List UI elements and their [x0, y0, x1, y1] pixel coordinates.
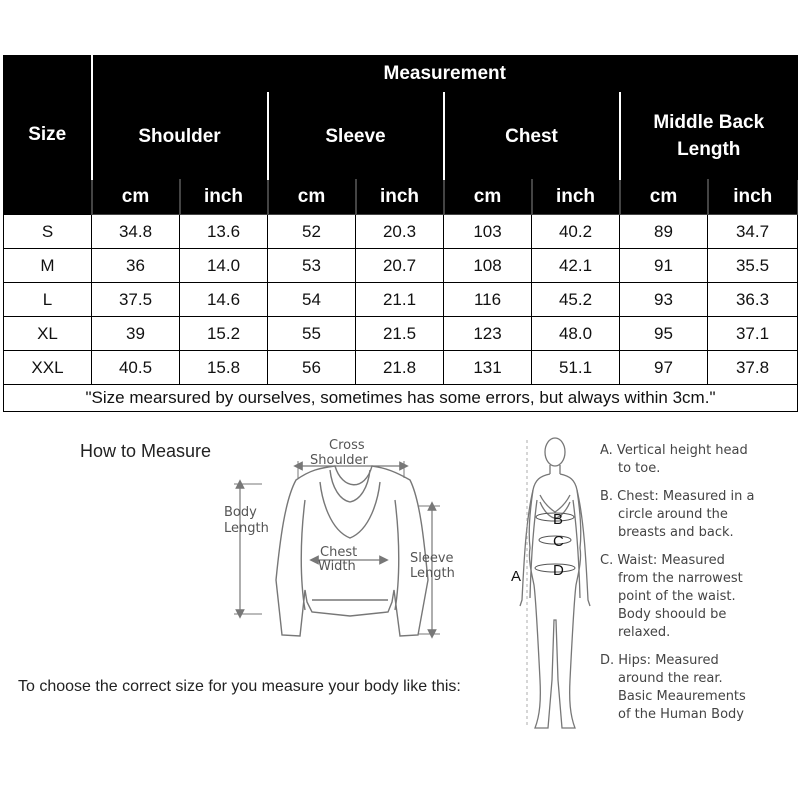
cross-shoulder-label-1: Cross: [329, 438, 365, 453]
value-cell: 35.5: [708, 249, 798, 283]
legend-line: A. Vertical height head: [600, 443, 748, 458]
value-cell: 13.6: [180, 215, 268, 249]
value-cell: 91: [620, 249, 708, 283]
value-cell: 20.3: [356, 215, 444, 249]
legend-line: around the rear.: [618, 671, 723, 686]
unit-header: inch: [708, 180, 798, 215]
legend-line: to toe.: [618, 461, 661, 476]
how-to-measure-title: How to Measure: [80, 441, 212, 461]
body-letter-b: B: [553, 511, 564, 528]
body-letter-c: C: [553, 533, 564, 550]
legend-line: B. Chest: Measured in a: [600, 489, 755, 504]
value-cell: 123: [444, 317, 532, 351]
group-header-sleeve: Sleeve: [268, 93, 444, 180]
value-cell: 108: [444, 249, 532, 283]
size-cell: XXL: [4, 351, 92, 385]
measurement-header: Measurement: [92, 56, 798, 93]
legend-line: of the Human Body: [618, 707, 744, 722]
body-letter-a: A: [511, 568, 522, 585]
legend-line: Basic Meaurements: [618, 689, 746, 704]
legend-line: C. Waist: Measured: [600, 553, 725, 568]
size-cell: XL: [4, 317, 92, 351]
value-cell: 52: [268, 215, 356, 249]
value-cell: 37.5: [92, 283, 180, 317]
value-cell: 54: [268, 283, 356, 317]
legend-entry-a: [600, 442, 795, 478]
unit-header: cm: [620, 180, 708, 215]
group-header-chest: Chest: [444, 93, 620, 180]
sleeve-length-label-1: Sleeve: [410, 551, 454, 566]
cross-shoulder-label-2: Shoulder: [310, 453, 368, 468]
value-cell: 131: [444, 351, 532, 385]
body-length-label-1: Body: [224, 505, 257, 520]
value-cell: 51.1: [532, 351, 620, 385]
body-figure: [520, 438, 590, 728]
measurement-legend: [600, 442, 795, 734]
unit-header: cm: [444, 180, 532, 215]
value-cell: 45.2: [532, 283, 620, 317]
value-cell: 97: [620, 351, 708, 385]
legend-entry-b: [600, 488, 795, 542]
value-cell: 103: [444, 215, 532, 249]
value-cell: 36: [92, 249, 180, 283]
size-header: Size: [4, 56, 92, 215]
value-cell: 21.1: [356, 283, 444, 317]
value-cell: 55: [268, 317, 356, 351]
unit-header: inch: [180, 180, 268, 215]
group-header-shoulder: Shoulder: [92, 93, 268, 180]
value-cell: 89: [620, 215, 708, 249]
value-cell: 21.5: [356, 317, 444, 351]
chest-width-label-2: Width: [318, 559, 356, 574]
value-cell: 14.0: [180, 249, 268, 283]
unit-header: cm: [92, 180, 180, 215]
size-cell: L: [4, 283, 92, 317]
value-cell: 39: [92, 317, 180, 351]
value-cell: 15.2: [180, 317, 268, 351]
value-cell: 14.6: [180, 283, 268, 317]
value-cell: 116: [444, 283, 532, 317]
size-cell: M: [4, 249, 92, 283]
value-cell: 37.1: [708, 317, 798, 351]
unit-header: inch: [356, 180, 444, 215]
value-cell: 40.2: [532, 215, 620, 249]
value-cell: 40.5: [92, 351, 180, 385]
value-cell: 53: [268, 249, 356, 283]
legend-entry-d: [600, 652, 795, 724]
sleeve-length-label-2: Length: [410, 566, 455, 581]
value-cell: 56: [268, 351, 356, 385]
value-cell: 20.7: [356, 249, 444, 283]
value-cell: 21.8: [356, 351, 444, 385]
unit-header: inch: [532, 180, 620, 215]
legend-entry-c: [600, 552, 795, 642]
value-cell: 34.7: [708, 215, 798, 249]
body-letter-d: D: [553, 562, 564, 579]
legend-line: circle around the: [618, 507, 728, 522]
value-cell: 34.8: [92, 215, 180, 249]
body-length-label-2: Length: [224, 521, 269, 536]
unit-header: cm: [268, 180, 356, 215]
value-cell: 93: [620, 283, 708, 317]
legend-line: relaxed.: [618, 625, 671, 640]
group-header-middle-back-length-text: Middle Back Length: [653, 112, 765, 160]
legend-line: breasts and back.: [618, 525, 734, 540]
measurement-note: "Size mearsured by ourselves, sometimes has some errors, but always within 3cm.": [4, 385, 798, 412]
value-cell: 95: [620, 317, 708, 351]
size-cell: S: [4, 215, 92, 249]
legend-line: D. Hips: Measured: [600, 653, 719, 668]
legend-line: from the narrowest: [618, 571, 743, 586]
value-cell: 15.8: [180, 351, 268, 385]
value-cell: 42.1: [532, 249, 620, 283]
legend-line: Body shoould be: [618, 607, 727, 622]
value-cell: 48.0: [532, 317, 620, 351]
measure-instruction: To choose the correct size for you measure your body like this:: [18, 678, 461, 695]
chest-width-label-1: Chest: [320, 545, 358, 560]
legend-line: point of the waist.: [618, 589, 736, 604]
value-cell: 36.3: [708, 283, 798, 317]
value-cell: 37.8: [708, 351, 798, 385]
